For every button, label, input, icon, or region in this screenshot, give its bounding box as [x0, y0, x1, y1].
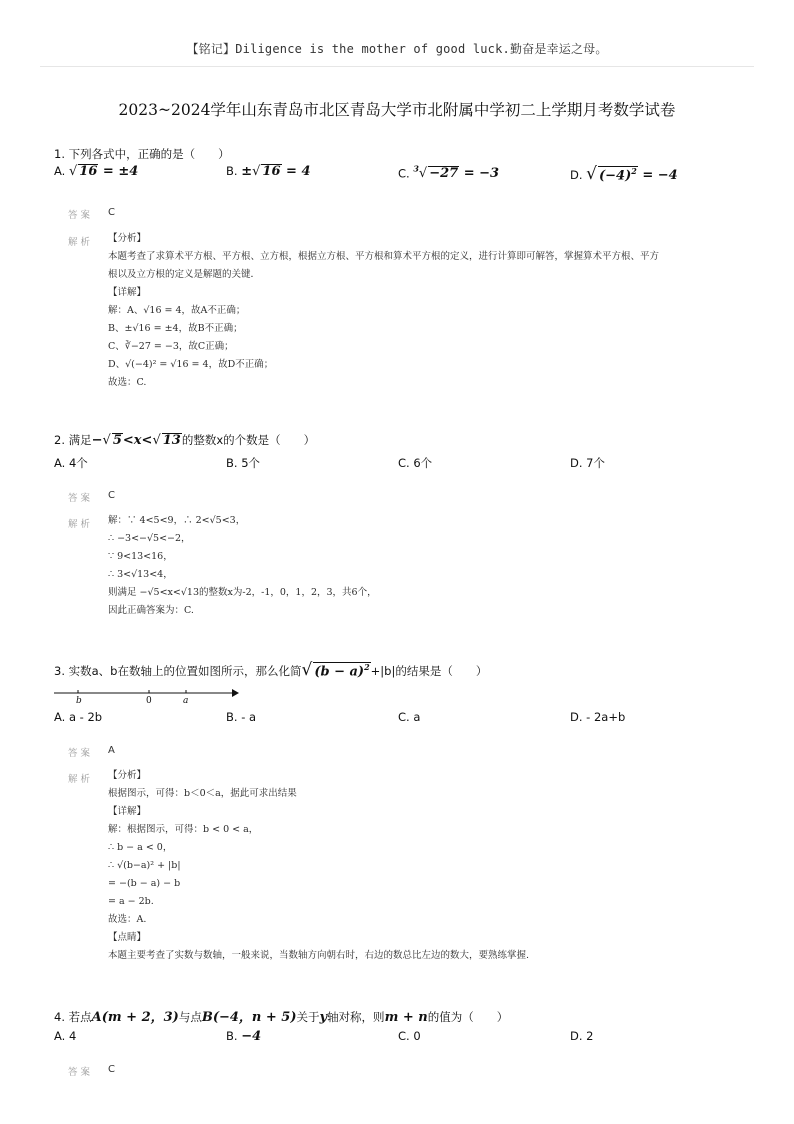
axis-arrow	[232, 689, 239, 697]
question-2-stem	[54, 432, 315, 448]
option-formula: ±√ 16 = 4	[241, 164, 311, 179]
question-1-option-b[interactable]	[226, 164, 311, 179]
option-letter: B.	[226, 1029, 238, 1043]
option-formula: √ 16 = ±4	[68, 164, 139, 179]
analysis-line: 根以及立方根的定义是解题的关键．	[108, 269, 261, 280]
question-3-analysis	[108, 767, 529, 965]
question-2-option-d[interactable]: D. 7个	[570, 456, 605, 470]
option-formula: −4	[241, 1029, 262, 1044]
option-letter: C.	[398, 166, 410, 181]
analysis-line: 故选：C.	[108, 377, 147, 388]
analysis-label: 解析	[68, 237, 94, 248]
analysis-line: 【详解】	[108, 806, 147, 817]
analysis-line: 【分析】	[108, 770, 147, 781]
stem-formula: m + n	[384, 1010, 428, 1025]
analysis-line: = a − 2b.	[108, 896, 154, 907]
analysis-line: ∴ √(b−a)² + |b|	[108, 860, 181, 871]
analysis-line: 【分析】	[108, 233, 147, 244]
analysis-line: 解：根据图示，可得：b < 0 < a，	[108, 824, 259, 835]
stem-formula: y	[319, 1010, 328, 1025]
question-2-analysis	[108, 512, 377, 620]
motto: 【铭记】Diligence is the mother of good luck.勤奋是幸运之母。	[186, 42, 608, 56]
label-zero: 0	[146, 696, 152, 705]
analysis-line: 因此正确答案为：C.	[108, 605, 194, 616]
question-3-stem	[54, 660, 487, 680]
analysis-line: C、∛−27 = −3，故C正确；	[108, 341, 234, 352]
question-1-answer: C	[108, 207, 115, 218]
number-line	[52, 683, 242, 705]
question-4-option-d[interactable]: D. 2	[570, 1029, 594, 1043]
question-3-option-c[interactable]: C. a	[398, 710, 421, 724]
stem-formula: −√ 5<x<√ 13	[91, 433, 181, 448]
stem-text: 2. 满足	[54, 433, 92, 447]
question-3-option-a[interactable]: A. a - 2b	[54, 710, 103, 724]
question-1-option-d[interactable]	[570, 164, 678, 184]
option-letter: B.	[226, 164, 238, 178]
question-2-answer: C	[108, 490, 115, 501]
analysis-line: D、√(−4)² = √16 = 4，故D不正确；	[108, 359, 274, 370]
label-a: a	[183, 696, 189, 705]
stem-text: +|b|的结果是（ ）	[370, 664, 488, 678]
question-2-option-c[interactable]: C. 6个	[398, 456, 433, 470]
question-4-option-c[interactable]: C. 0	[398, 1029, 421, 1043]
question-4-option-b[interactable]	[226, 1029, 261, 1044]
analysis-line: 解：∵ 4<5<9，∴ 2<√5<3，	[108, 515, 246, 526]
analysis-line: 本题考查了求算术平方根、平方根、立方根，根据立方根、平方根和算术平方根的定义，进行计算即可解答，掌握算术平方根、平方	[108, 251, 660, 262]
analysis-line: ∴ 3<√13<4，	[108, 569, 173, 580]
question-4-option-a[interactable]: A. 4	[54, 1029, 77, 1043]
question-1-stem: 1. 下列各式中，正确的是（ ）	[54, 147, 230, 161]
analysis-line: ∴ −3<−√5<−2，	[108, 533, 191, 544]
question-3-option-d[interactable]: D. - 2a+b	[570, 710, 626, 724]
analysis-line: 根据图示，可得：b＜0＜a，据此可求出结果	[108, 788, 297, 799]
stem-text: 4. 若点	[54, 1010, 92, 1024]
analysis-line: 解：A、√16 = 4，故A不正确；	[108, 305, 246, 316]
question-2-option-b[interactable]: B. 5个	[226, 456, 261, 470]
analysis-label: 解析	[68, 774, 94, 785]
analysis-line: ∵ 9<13<16，	[108, 551, 173, 562]
answer-label: 答案	[68, 1067, 94, 1078]
stem-formula: √ $(b - a)^2$	[301, 660, 370, 680]
stem-text: 的整数x的个数是（ ）	[181, 433, 316, 447]
analysis-line: ∴ b − a < 0，	[108, 842, 173, 853]
option-letter: D.	[570, 168, 583, 182]
answer-label: 答案	[68, 493, 94, 504]
question-3-answer: A	[108, 745, 115, 756]
stem-formula: A(m + 2，3)	[91, 1010, 179, 1025]
question-4-stem	[54, 1006, 508, 1025]
stem-text: 3. 实数a、b在数轴上的位置如图所示，那么化简	[54, 664, 302, 678]
answer-label: 答案	[68, 748, 94, 759]
question-1-analysis	[108, 230, 659, 392]
analysis-line: B、±√16 = ±4，故B不正确；	[108, 323, 243, 334]
question-4-answer: C	[108, 1064, 115, 1075]
question-2-option-a[interactable]: A. 4个	[54, 456, 88, 470]
analysis-line: 故选：A.	[108, 914, 147, 925]
analysis-label: 解析	[68, 519, 94, 530]
question-1-option-a[interactable]	[54, 164, 138, 179]
stem-formula: B(−4，n + 5)	[201, 1010, 297, 1025]
option-formula: $^3$√ −27 = −3	[413, 164, 500, 182]
answer-label: 答案	[68, 210, 94, 221]
analysis-line: 本题主要考查了实数与数轴，一般来说，当数轴方向朝右时，右边的数总比左边的数大，要熟练掌握.	[108, 950, 530, 961]
stem-text: 关于	[296, 1010, 320, 1024]
option-letter: A.	[54, 164, 66, 178]
analysis-line: = −(b − a) − b	[108, 878, 181, 889]
option-formula: √ $(-4)^2 = -4$	[586, 164, 678, 184]
divider	[40, 66, 754, 67]
question-3-option-b[interactable]: B. - a	[226, 710, 257, 724]
stem-text: 轴对称，则	[327, 1010, 385, 1024]
stem-text: 与点	[178, 1010, 202, 1024]
analysis-line: 则满足 −√5<x<√13的整数x为-2，-1，0，1，2，3，共6个，	[108, 587, 377, 598]
page-title: 2023~2024学年山东青岛市北区青岛大学市北附属中学初二上学期月考数学试卷	[118, 101, 676, 119]
label-b: b	[76, 696, 82, 705]
analysis-line: 【点睛】	[108, 932, 147, 943]
stem-text: 的值为（ ）	[427, 1010, 509, 1024]
question-1-option-c[interactable]	[398, 164, 499, 181]
analysis-line: 【详解】	[108, 287, 147, 298]
